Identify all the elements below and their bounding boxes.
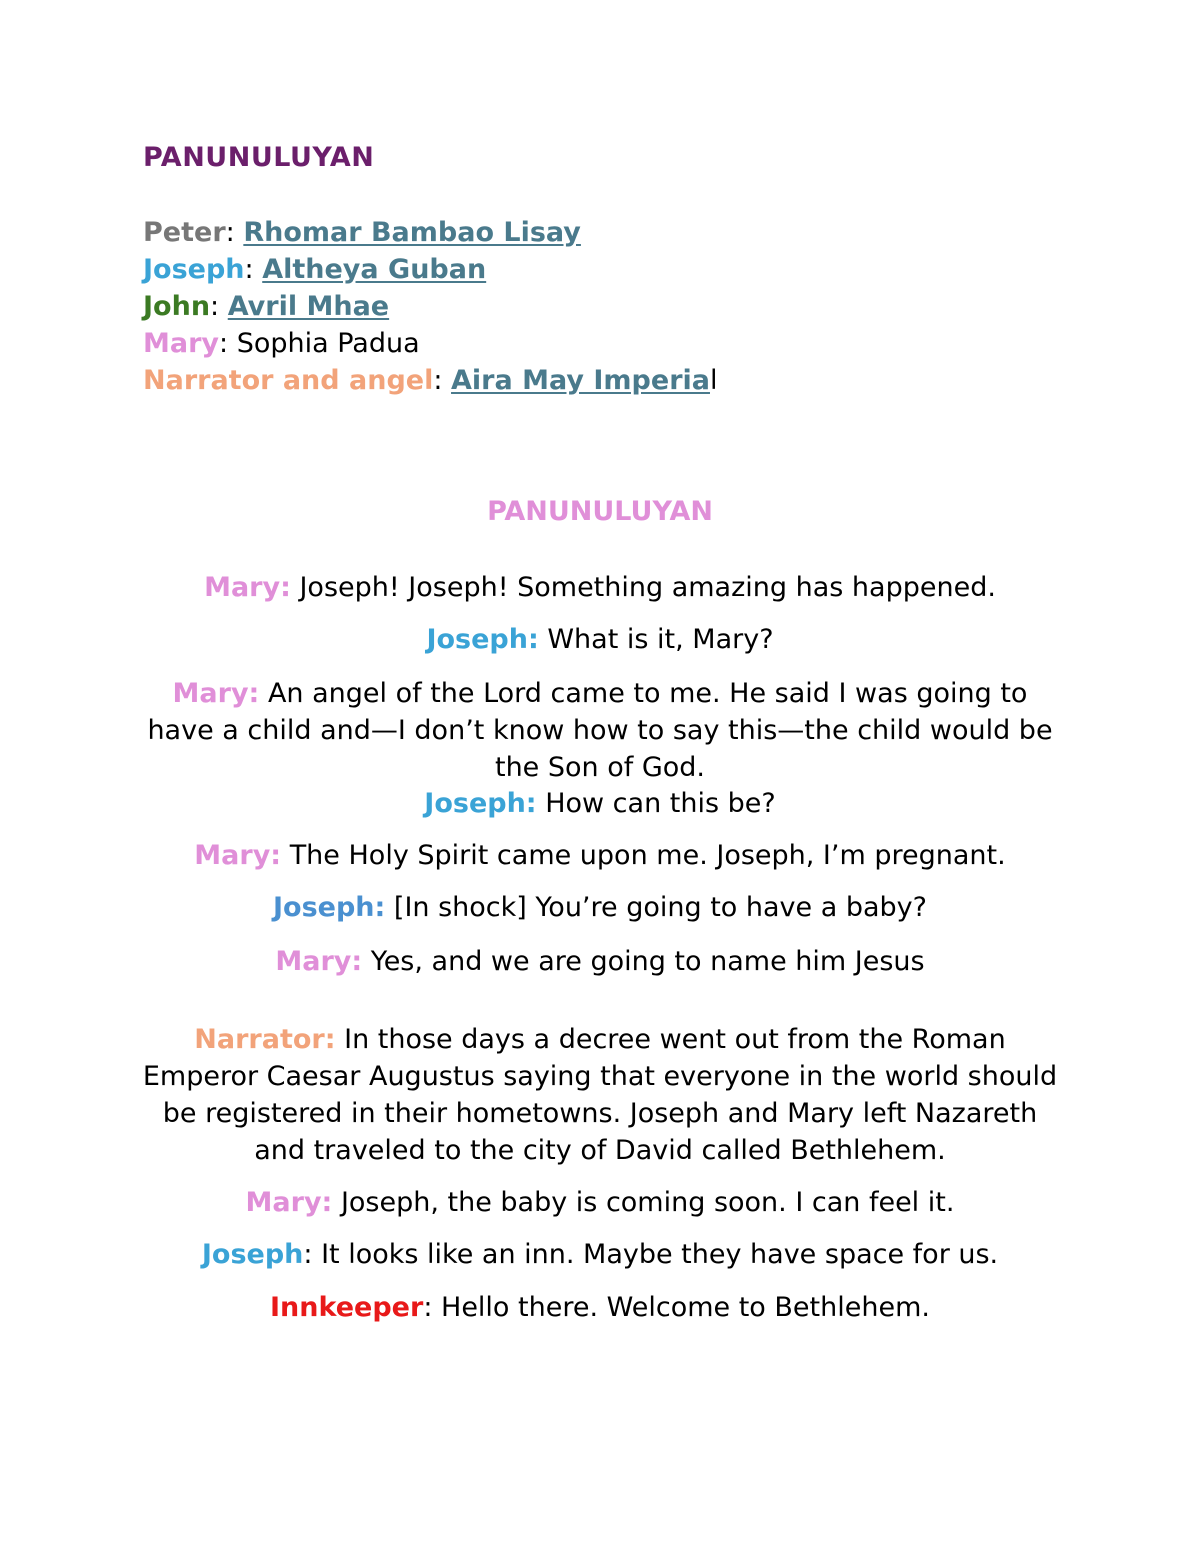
speaker-label: Innkeeper — [270, 1292, 424, 1323]
cast-list — [143, 214, 718, 399]
dialogue-text: What is it, Mary? — [538, 624, 774, 655]
script-line — [140, 889, 1060, 926]
dialogue-text: The Holy Spirit came upon me. Joseph, I’m pregnant. — [281, 840, 1006, 871]
actor-name: Sophia Padua — [236, 328, 420, 359]
script-title: PANUNULUYAN — [487, 496, 713, 527]
role-label: Joseph — [143, 254, 245, 285]
role-label: Mary — [143, 328, 220, 359]
speaker-label: Narrator: — [194, 1024, 336, 1055]
cast-row-narrator — [143, 362, 718, 399]
dialogue-text: Yes, and we are going to name him Jesus — [362, 946, 925, 977]
script-line — [140, 675, 1060, 786]
speaker-label: Joseph — [201, 1239, 304, 1270]
actor-link[interactable]: Avril Mhae — [227, 291, 390, 322]
speaker-colon: : — [303, 1239, 313, 1270]
script-line — [140, 1021, 1060, 1169]
role-label: Peter — [143, 217, 226, 248]
script-line — [140, 943, 1060, 980]
speaker-label: Joseph: — [273, 892, 386, 923]
actor-link[interactable]: Aira May Imperia — [451, 365, 710, 396]
dialogue-text: Joseph! Joseph! Something amazing has happened. — [290, 572, 996, 603]
speaker-label: Mary: — [204, 572, 291, 603]
dialogue-text: Joseph, the baby is coming soon. I can feel it. — [332, 1187, 955, 1218]
cast-row-joseph — [143, 251, 718, 288]
speaker-label: Mary: — [172, 678, 260, 709]
speaker-label: Joseph: — [424, 788, 537, 819]
role-separator: : — [244, 254, 263, 285]
actor-link[interactable]: Altheya Guban — [262, 254, 487, 285]
cast-row-mary — [143, 325, 718, 362]
role-separator: : — [210, 291, 228, 322]
script-line — [140, 621, 1060, 658]
speaker-label: Mary: — [194, 840, 282, 871]
document-title: PANUNULUYAN — [143, 142, 375, 173]
script-line — [140, 569, 1060, 606]
speaker-colon: : — [423, 1292, 433, 1323]
cast-row-peter — [143, 214, 718, 251]
script-line — [140, 785, 1060, 822]
dialogue-text: [In shock] You’re going to have a baby? — [385, 892, 927, 923]
dialogue-text: It looks like an inn. Maybe they have space for us. — [312, 1239, 999, 1270]
script-line — [140, 837, 1060, 874]
cast-row-john — [143, 288, 718, 325]
role-label: Narrator and angel — [143, 365, 434, 396]
script-line — [140, 1289, 1060, 1326]
actor-name-tail: l — [709, 365, 718, 396]
speaker-label: Mary: — [245, 1187, 333, 1218]
script-line — [140, 1184, 1060, 1221]
speaker-label: Joseph: — [426, 624, 539, 655]
actor-link[interactable]: Rhomar Bambao Lisay — [243, 217, 581, 248]
role-separator: : — [219, 328, 237, 359]
dialogue-text: Hello there. Welcome to Bethlehem. — [432, 1292, 930, 1323]
dialogue-text: In those days a decree went out from the Roman Emperor Caesar Augustus saying that everyone in the world should be registered in their hometowns. Joseph and Mary left Nazareth and traveled to the city of David called Bethlehem. — [142, 1024, 1058, 1166]
role-separator: : — [433, 365, 452, 396]
role-label: John — [143, 291, 211, 322]
role-separator: : — [225, 217, 244, 248]
speaker-label: Mary: — [275, 946, 363, 977]
dialogue-text: How can this be? — [536, 788, 776, 819]
script-line — [140, 1236, 1060, 1273]
dialogue-text: An angel of the Lord came to me. He said I was going to have a child and—I don’t know how to say this—the child would be the Son of God. — [147, 678, 1053, 783]
